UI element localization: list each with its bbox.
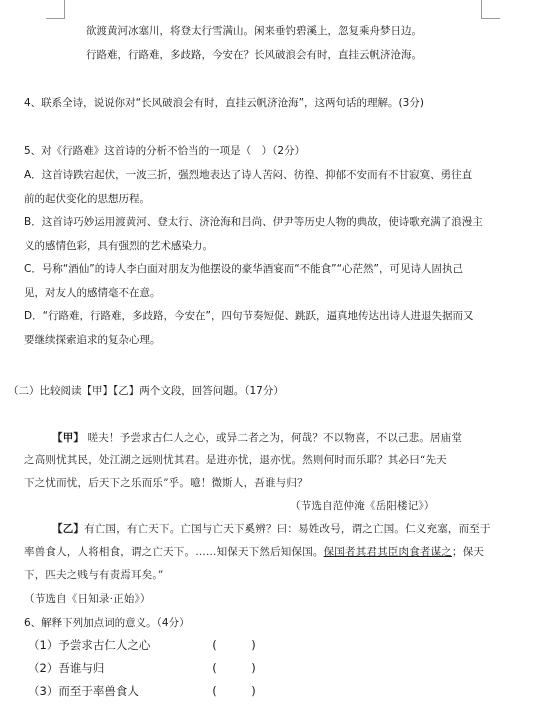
passage-jia-label: 【甲】 xyxy=(52,432,85,444)
option-b-line-1: B．这首诗巧妙运用渡黄河、登太行、济沧海和吕尚、伊尹等历史人物的典故，使诗歌充满了浪漫主 xyxy=(24,216,483,228)
section-2-heading: （二）比较阅读【甲】【乙】两个文段，回答问题。（17分） xyxy=(8,385,284,397)
option-a-line-1: A．这首诗跌宕起伏，一波三折，强烈地表达了诗人苦闷、彷徨、抑郁不安而有不甘寂寞、勇往直 xyxy=(24,169,473,181)
q6-item-3-blank[interactable]: ( ) xyxy=(212,684,256,698)
passage-yi-line-1 xyxy=(52,522,491,536)
q6-item-2-text: （2）吾谁与归 xyxy=(28,661,105,675)
passage-yi-text-2-tail: ；保天 xyxy=(452,546,485,558)
crop-mark-right-horizontal xyxy=(481,18,500,19)
passage-jia-line-2: 之高则忧其民，处江湖之远则忧其君。是进亦忧，退亦忧。然则何时而乐耶？其必曰“先天 xyxy=(24,454,447,466)
poem-line-2: 行路难，行路难，多歧路，今安在？长风破浪会有时，直挂云帆济沧海。 xyxy=(86,49,422,61)
q6-item-2-blank[interactable]: ( ) xyxy=(212,661,256,675)
q6-item-2 xyxy=(28,661,104,675)
q6-item-1 xyxy=(28,638,150,652)
q6-item-3-text: （3）而至于率兽食人 xyxy=(28,684,139,698)
option-b-line-2: 义的感情色彩，具有强烈的艺术感染力。 xyxy=(24,240,213,252)
option-d-line-2: 要继续探索追求的复杂心理。 xyxy=(24,334,161,346)
q6-item-3 xyxy=(28,684,139,698)
passage-yi-line-2 xyxy=(24,545,484,559)
passage-jia-source: （节选自范仲淹《岳阳楼记》） xyxy=(290,500,435,512)
option-c-line-2: 见，对友人的感情毫不在意。 xyxy=(24,287,161,299)
crop-mark-left-vertical xyxy=(64,0,65,18)
q6-item-1-text: （1）予尝求古仁人之心 xyxy=(28,638,151,652)
question-5-stem: 5、对《行路难》这首诗的分析不恰当的一项是（ ）（2分） xyxy=(24,145,306,157)
passage-yi-label: 【乙】 xyxy=(52,523,85,535)
passage-jia-text-1: 嗟夫！予尝求古仁人之心，或异二者之为，何哉？不以物喜，不以己悲。居庙堂 xyxy=(87,432,463,444)
passage-yi-source: （节选自《日知录·正始》） xyxy=(24,593,151,605)
option-c-line-1: C．号称“酒仙”的诗人李白面对朋友为他摆设的豪华酒宴而“不能食”“心茫然”，可见诗人固执己 xyxy=(24,263,463,275)
crop-mark-left-horizontal xyxy=(46,18,65,19)
question-6-stem: 6、解释下列加点词的意义。（4分） xyxy=(24,617,190,629)
underlined-sentence: 保国者其君其臣肉食者谋之 xyxy=(323,546,453,558)
passage-jia-line-1 xyxy=(52,431,462,445)
question-4: 4、联系全诗，说说你对“长风破浪会有时，直挂云帆济沧海”，这两句话的理解。(3分) xyxy=(24,97,424,109)
passage-yi-text-2: 率兽食人，人将相食，谓之亡天下。……知保天下然后知保国。 xyxy=(24,546,324,558)
poem-line-1: 欲渡黄河冰塞川，将登太行雪满山。闲来垂钓碧溪上，忽复乘舟梦日边。 xyxy=(86,25,422,37)
crop-mark-right-vertical xyxy=(481,0,482,18)
q6-item-1-blank[interactable]: ( ) xyxy=(212,638,256,652)
option-d-line-1: D．“行路难，行路难，多歧路，今安在”，四句节奏短促、跳跃，逼真地传达出诗人进退失据而又 xyxy=(24,310,474,322)
passage-yi-line-3: 下，匹夫之贱与有责焉耳矣。” xyxy=(24,569,164,581)
passage-jia-line-3: 下之忧而忧，后天下之乐而乐”乎。噫！微斯人，吾谁与归？ xyxy=(24,477,308,489)
option-a-line-2: 前的起伏变化的思想历程。 xyxy=(24,193,150,205)
passage-yi-text-1: 有亡国，有亡天下。亡国与亡天下奚辨？曰：易姓改号，谓之亡国。仁义充塞，而至于 xyxy=(84,523,491,535)
